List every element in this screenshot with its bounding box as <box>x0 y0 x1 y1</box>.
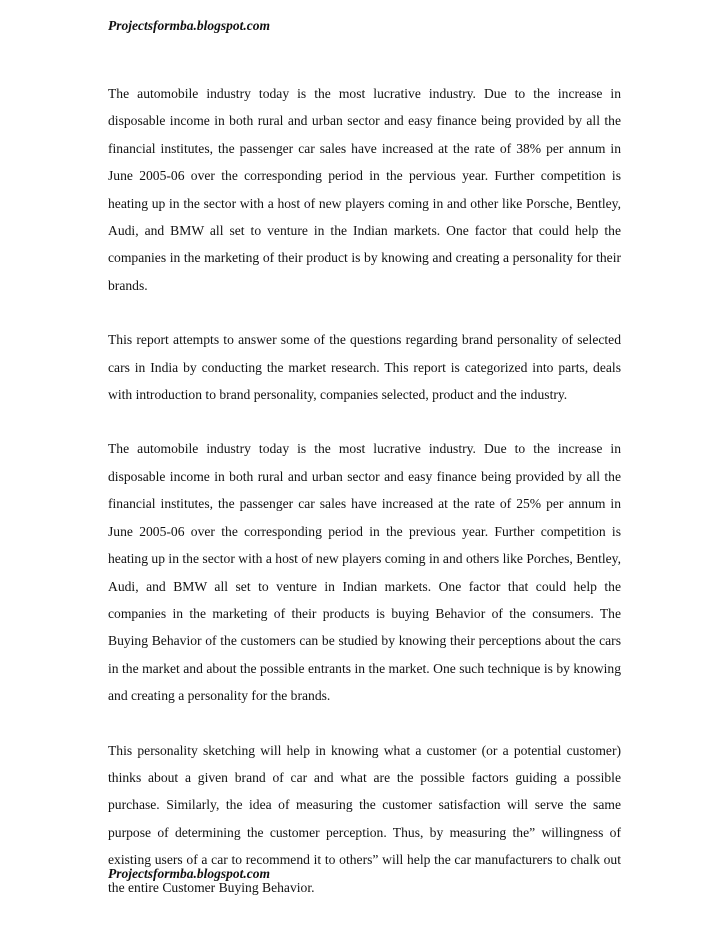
document-body <box>108 80 621 928</box>
page-header: Projectsformba.blogspot.com <box>108 18 270 33</box>
paragraph-1: The automobile industry today is the most lucrative industry. Due to the increase in disposable income in both rural and urban sector and easy finance being provided by all the financial institutes, the passenger car sales have increased at the rate of 38% per annum in June 2005-06 over the corresponding period in the pervious year. Further competition is heating up in the sector with a host of new players coming in and other like Porsche, Bentley, Audi, and BMW all set to venture in the Indian markets. One factor that could help the companies in the marketing of their product is by knowing and creating a personality for their brands. <box>108 86 621 293</box>
page-footer: Projectsformba.blogspot.com <box>108 866 270 881</box>
paragraph-3: The automobile industry today is the most lucrative industry. Due to the increase in disposable income in both rural and urban sector and easy finance being provided by all the financial institutes, the passenger car sales have increased at the rate of 25% per annum in June 2005-06 over the corresponding period in the previous year. Further competition is heating up in the sector with a host of new players coming in and others like Porches, Bentley, Audi, and BMW all set to venture in Indian markets. One factor that could help the companies in the marketing of their products is buying Behavior of the consumers. The Buying Behavior of the customers can be studied by knowing their perceptions about the cars in the market and about the possible entrants in the market. One such technique is by knowing and creating a personality for the brands. <box>108 441 621 704</box>
paragraph-2: This report attempts to answer some of the questions regarding brand personality of selected cars in India by conducting the market research. This report is categorized into parts, deals with introduction to brand personality, companies selected, product and the industry. <box>108 332 621 403</box>
paragraph-4: This personality sketching will help in knowing what a customer (or a potential customer) thinks about a given brand of car and what are the possible factors guiding a possible purchase. Similarly, the idea of measuring the customer satisfaction will serve the same purpose of determining the customer perception. Thus, by measuring the” willingness of existing users of a car to recommend it to others” will help the car manufacturers to chalk out the entire Customer Buying Behavior. <box>108 742 621 895</box>
